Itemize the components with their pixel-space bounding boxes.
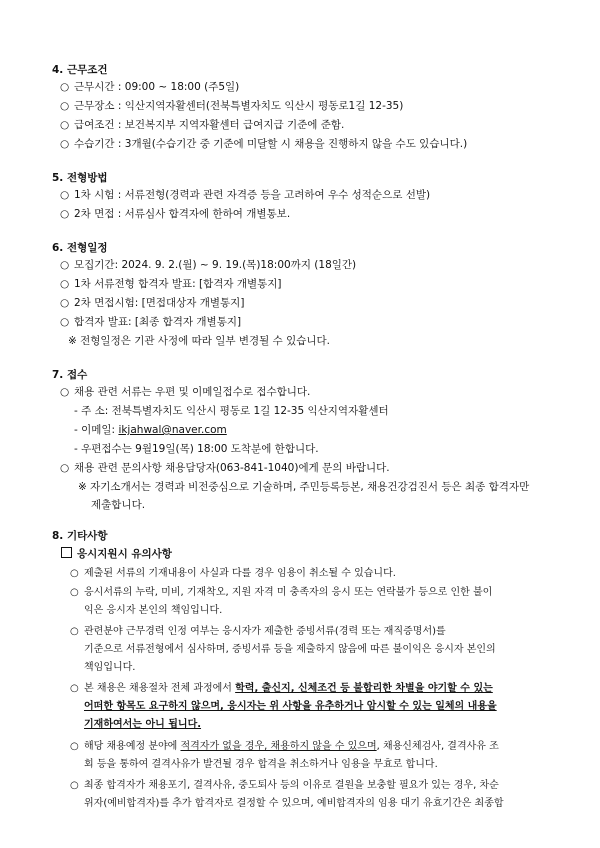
section-4-title: 4. 근무조건 [52, 64, 108, 76]
bullet-icon: ○ [60, 208, 70, 220]
list-item-cont: 책임입니다. [84, 662, 136, 673]
bullet-icon: ○ [60, 81, 70, 93]
post-line: - 우편접수는 9월19일(목) 18:00 도착분에 한합니다. [74, 443, 319, 455]
list-item: ○ 합격자 발표: [최종 합격자 개별통지] [60, 316, 242, 328]
section-7-title: 7. 접수 [52, 369, 88, 381]
bullet-icon: ○ [60, 119, 70, 131]
list-item: ○ 1차 서류전형 합격자 발표: [합격자 개별통지] [60, 278, 282, 290]
bullet-icon: ○ [60, 316, 70, 328]
list-item: ○ 채용 관련 서류는 우편 및 이메일접수로 접수합니다. [60, 386, 311, 398]
list-item: ○ 최종 합격자가 채용포기, 결격사유, 중도퇴사 등의 이유로 결원을 보충할 필요가 있는 경우, 차순 [70, 780, 499, 791]
list-item-cont: 익은 응시자 본인의 책임입니다. [84, 605, 223, 616]
bullet-icon: ○ [60, 278, 70, 290]
list-item-cont: 위자(예비합격자)를 추가 합격자로 결정할 수 있으며, 예비합격자의 임용 대기 유효기간은 최종합 [84, 798, 504, 809]
bullet-icon: ○ [70, 568, 79, 579]
bullet-icon: ○ [70, 683, 79, 694]
bullet-icon: ○ [60, 100, 70, 112]
bullet-icon: ○ [70, 780, 79, 791]
bullet-icon: ○ [70, 741, 79, 752]
section-8-title: 8. 기타사항 [52, 530, 108, 542]
list-item: ○ 2차 면접 : 서류심사 합격자에 한하여 개별통보. [60, 208, 291, 220]
bullet-icon: ○ [60, 297, 70, 309]
email-line: - 이메일: ikjahwal@naver.com [74, 424, 227, 436]
bullet-icon: ○ [60, 138, 70, 150]
bullet-icon: ○ [60, 259, 70, 271]
section-5-title: 5. 전형방법 [52, 172, 108, 184]
list-item: ○ 본 채용은 채용절차 전체 과정에서 학력, 출신지, 신체조건 등 불합리한 차별을 야기할 수 있는 [70, 683, 493, 694]
bullet-icon: ○ [60, 386, 70, 398]
subsection-title: 응시지원시 유의사항 [61, 547, 172, 561]
list-item: ○ 제출된 서류의 기재내용이 사실과 다를 경우 임용이 취소될 수 있습니다. [70, 568, 396, 579]
submission-note-cont: 제출합니다. [91, 499, 146, 511]
schedule-note: ※ 전형일정은 기관 사정에 따라 일부 변경될 수 있습니다. [68, 335, 330, 347]
bullet-icon: ○ [60, 189, 70, 201]
list-item: ○ 급여조건 : 보건복지부 지역자활센터 급여지급 기준에 준함. [60, 119, 345, 131]
list-item: ○ 1차 시험 : 서류전형(경력과 관련 자격증 등을 고려하여 우수 성적순으로 선발) [60, 189, 431, 201]
list-item-cont: 어떠한 항목도 요구하지 않으며, 응시자는 위 사항을 유추하거나 암시할 수 있는 일체의 내용을 [84, 701, 497, 712]
list-item-cont: 회 등을 통하여 결격사유가 발견될 경우 합격을 취소하거나 임용을 무효로 합니다. [84, 759, 438, 770]
list-item-cont: 기재하여서는 아니 됩니다. [84, 719, 202, 730]
bullet-icon: ○ [70, 587, 79, 598]
email-link[interactable]: ikjahwal@naver.com [118, 424, 227, 436]
list-item: ○ 관련분야 근무경력 인정 여부는 응시자가 제출한 증빙서류(경력 또는 재직증명서)를 [70, 626, 446, 637]
list-item: ○ 근무장소 : 익산지역자활센터(전북특별자치도 익산시 평동로1길 12-35) [60, 100, 404, 112]
list-item: ○ 모집기간: 2024. 9. 2.(월) ~ 9. 19.(목)18:00까지 (18일간) [60, 259, 357, 271]
submission-note: ※ 자기소개서는 경력과 비전중심으로 기술하며, 주민등록등본, 채용건강검진서 등은 최종 합격자만 [78, 481, 530, 493]
checkbox-square-icon [61, 547, 72, 558]
list-item: ○ 응시서류의 누락, 미비, 기재착오, 지원 자격 미 충족자의 응시 또는 연락불가 등으로 인한 불이 [70, 587, 493, 598]
list-item: ○ 채용 관련 문의사항 채용담당자(063-841-1040)에게 문의 바랍니다. [60, 462, 390, 474]
list-item: ○ 해당 채용예정 분야에 적격자가 없을 경우, 채용하지 않을 수 있으며, 채용신체검사, 결격사유 조 [70, 741, 499, 752]
bullet-icon: ○ [60, 462, 70, 474]
list-item-cont: 기준으로 서류전형에서 심사하며, 증빙서류 등을 제출하지 않음에 따른 불이익은 응시자 본인의 [84, 644, 496, 655]
address-line: - 주 소: 전북특별자치도 익산시 평동로 1길 12-35 익산지역자활센터 [74, 405, 389, 417]
list-item: ○ 수습기간 : 3개월(수습기간 중 기준에 미달할 시 채용을 진행하지 않을 수도 있습니다.) [60, 138, 468, 150]
list-item: ○ 근무시간 : 09:00 ~ 18:00 (주5일) [60, 81, 240, 93]
list-item: ○ 2차 면접시험: [면접대상자 개별통지] [60, 297, 245, 309]
bullet-icon: ○ [70, 626, 79, 637]
section-6-title: 6. 전형일정 [52, 242, 108, 254]
